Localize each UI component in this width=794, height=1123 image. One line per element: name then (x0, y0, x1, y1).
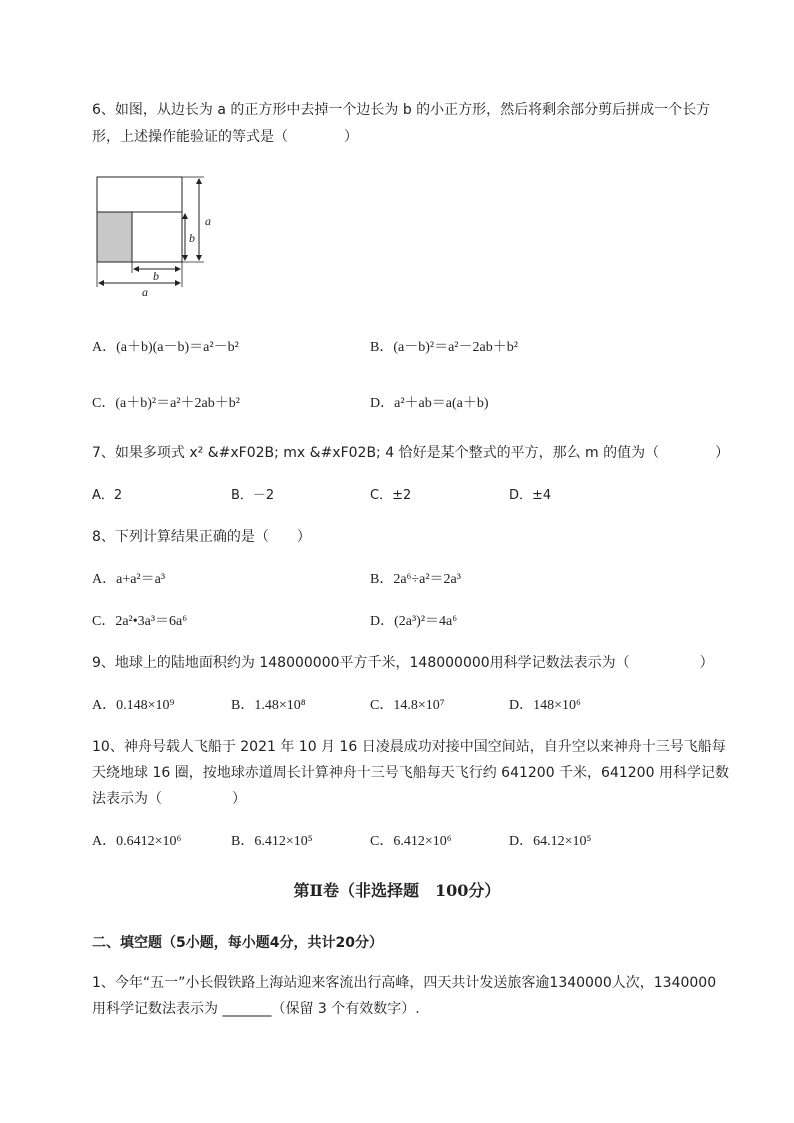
q7-option-a[interactable]: A．2 (92, 488, 123, 503)
q7-option-c[interactable]: C．±2 (370, 488, 412, 503)
q8-option-c[interactable]: C．2a²•3a³＝6a⁶ (92, 614, 188, 629)
shaded-small-square (97, 212, 132, 262)
q9-option-b[interactable]: B．1.48×10⁸ (231, 698, 306, 713)
q6-figure (92, 172, 232, 302)
q6-option-a[interactable]: A．(a＋b)(a－b)＝a²－b² (92, 340, 239, 355)
q10-option-c[interactable]: C．6.412×10⁶ (370, 834, 452, 849)
q7-option-b[interactable]: B．－2 (231, 488, 275, 503)
q8-text: 8、下列计算结果正确的是（ ） (92, 529, 311, 545)
q9-option-a[interactable]: A．0.148×10⁹ (92, 698, 175, 713)
label-a-bottom: a (142, 285, 148, 299)
q10-line1: 10、神舟号载人飞船于 2021 年 10 月 16 日凌晨成功对接中国空间站，自升空以来神舟十三号飞船每 (92, 739, 726, 755)
q8-option-d[interactable]: D．(2a³)²＝4a⁶ (370, 614, 458, 629)
q8-option-a[interactable]: A．a+a²＝a³ (92, 572, 166, 587)
label-b-mid: b (189, 231, 195, 245)
label-a-right: a (205, 214, 211, 228)
q9-option-d[interactable]: D．148×10⁶ (509, 698, 581, 713)
q6-line1: 6、如图，从边长为 a 的正方形中去掉一个边长为 b 的小正方形，然后将剩余部分剪后拼成一个长方 (92, 102, 711, 118)
fill-q1-line2: 用科学记数法表示为 _______（保留 3 个有效数字）. (92, 1001, 420, 1017)
q6-line2: 形，上述操作能验证的等式是（ ） (92, 129, 358, 145)
q9-option-c[interactable]: C．14.8×10⁷ (370, 698, 445, 713)
q6-option-c[interactable]: C．(a＋b)²＝a²＋2ab＋b² (92, 396, 240, 411)
q9-text: 9、地球上的陆地面积约为 148000000平方千米，148000000用科学记数法表示为（ ） (92, 655, 714, 671)
q10-line3: 法表示为（ ） (92, 791, 246, 807)
q10-option-b[interactable]: B．6.412×10⁵ (231, 834, 313, 849)
fill-q1-line1: 1、今年“五一”小长假铁路上海站迎来客流出行高峰，四天共计发送旅客逾1340000人次，1340000 (92, 975, 717, 991)
q10-line2: 天绕地球 16 圈，按地球赤道周长计算神舟十三号飞船每天飞行约 641200 千米，641200 用科学记数 (92, 765, 729, 781)
part2-title: 第Ⅱ卷（非选择题 100分） (293, 881, 501, 900)
q8-option-b[interactable]: B．2a⁶÷a²＝2a³ (370, 572, 461, 587)
q6-option-d[interactable]: D．a²＋ab＝a(a＋b) (370, 396, 489, 411)
q7-option-d[interactable]: D．±4 (509, 488, 552, 503)
q6-option-b[interactable]: B．(a－b)²＝a²－2ab＋b² (370, 340, 518, 355)
q7-text: 7、如果多项式 x² &#xF02B; mx &#xF02B; 4 恰好是某个整式的平方，那么 m 的值为（ ） (92, 445, 730, 461)
q10-option-d[interactable]: D．64.12×10⁵ (509, 834, 592, 849)
fill-blank-section-heading: 二、填空题（5小题，每小题4分，共计20分） (92, 935, 383, 951)
q10-option-a[interactable]: A．0.6412×10⁶ (92, 834, 182, 849)
label-b-bottom: b (153, 269, 159, 283)
